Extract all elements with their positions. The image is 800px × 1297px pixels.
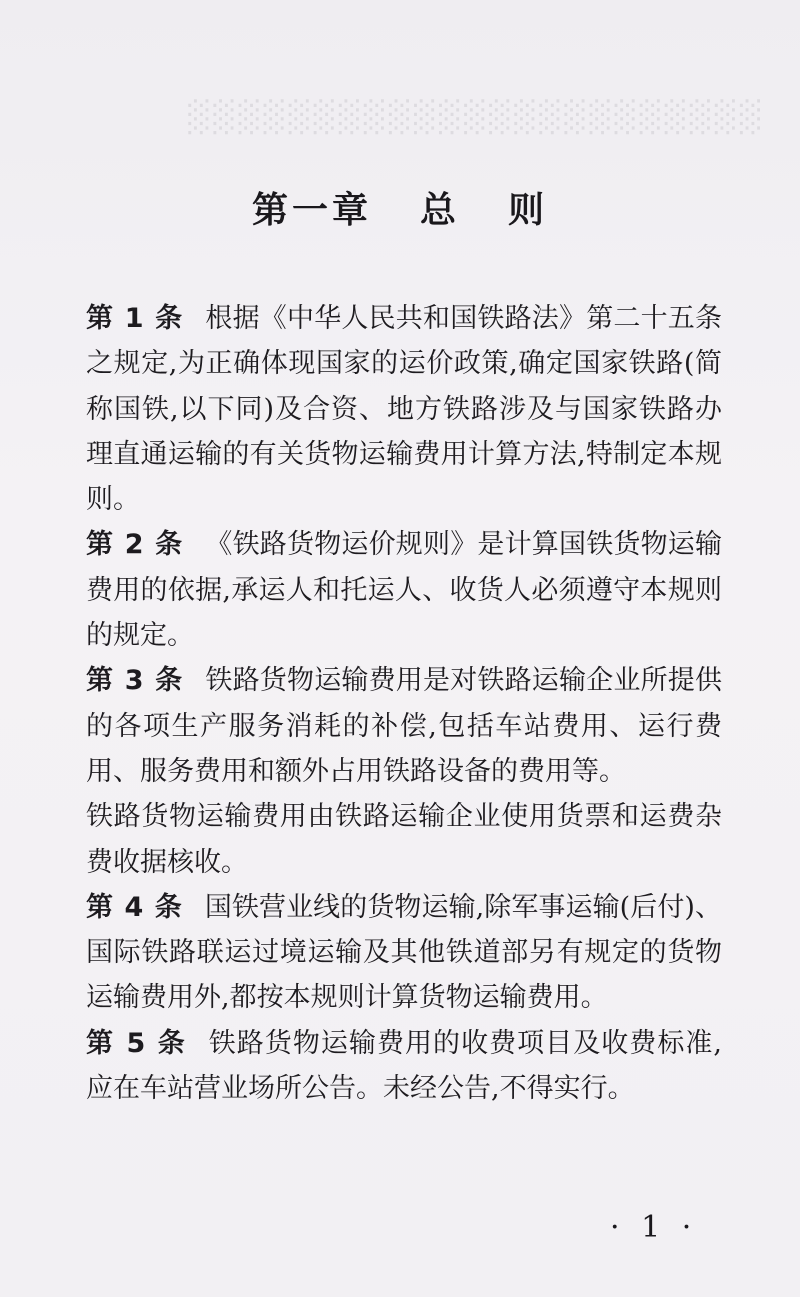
article-text: 《铁路货物运价规则》是计算国铁货物运输费用的依据,承运人和托运人、收货人必须遵守本规则的规定。 [86,529,722,652]
article-3-paragraph-2 [86,794,722,885]
chapter-body [86,296,722,1111]
show-through-background: ░░░░░░░░░░░░░░░░░░░░░░░ [183,100,760,135]
chapter-name-char-2: 则 [508,190,549,231]
article-label: 第 4 条 [86,891,183,923]
article-2 [86,522,722,658]
article-label: 第 5 条 [86,1027,187,1059]
article-text: 铁路货物运输费用是对铁路运输企业所提供的各项生产服务消耗的补偿,包括车站费用、运行费用、服务费用和额外占用铁路设备的费用等。 [86,665,722,787]
article-text: 根据《中华人民共和国铁路法》第二十五条之规定,为正确体现国家的运价政策,确定国家铁路(简称国铁,以下同)及合资、地方铁路涉及与国家铁路办理直通运输的有关货物运输费用计算方法,特制定本规则。 [86,303,722,516]
article-5 [86,1021,722,1112]
article-3 [86,658,722,794]
article-label: 第 2 条 [86,529,184,561]
chapter-name-char-1: 总 [419,190,460,231]
article-label: 第 1 条 [86,303,184,334]
chapter-title [0,182,800,233]
article-1 [86,296,722,522]
article-label: 第 3 条 [86,665,184,697]
article-text: 铁路货物运输费用由铁路运输企业使用货票和运费杂费收据核收。 [86,801,722,878]
article-4 [86,885,722,1021]
article-text: 国铁营业线的货物运输,除军事运输(后付)、国际铁路联运过境运输及其他铁道部另有规定的货物运输费用外,都按本规则计算货物运输费用。 [86,891,722,1014]
chapter-number: 第一章 [251,190,372,231]
page-number: · 1 · [610,1210,698,1245]
article-text: 铁路货物运输费用的收费项目及收费标准,应在车站营业场所公告。未经公告,不得实行。 [86,1027,722,1105]
